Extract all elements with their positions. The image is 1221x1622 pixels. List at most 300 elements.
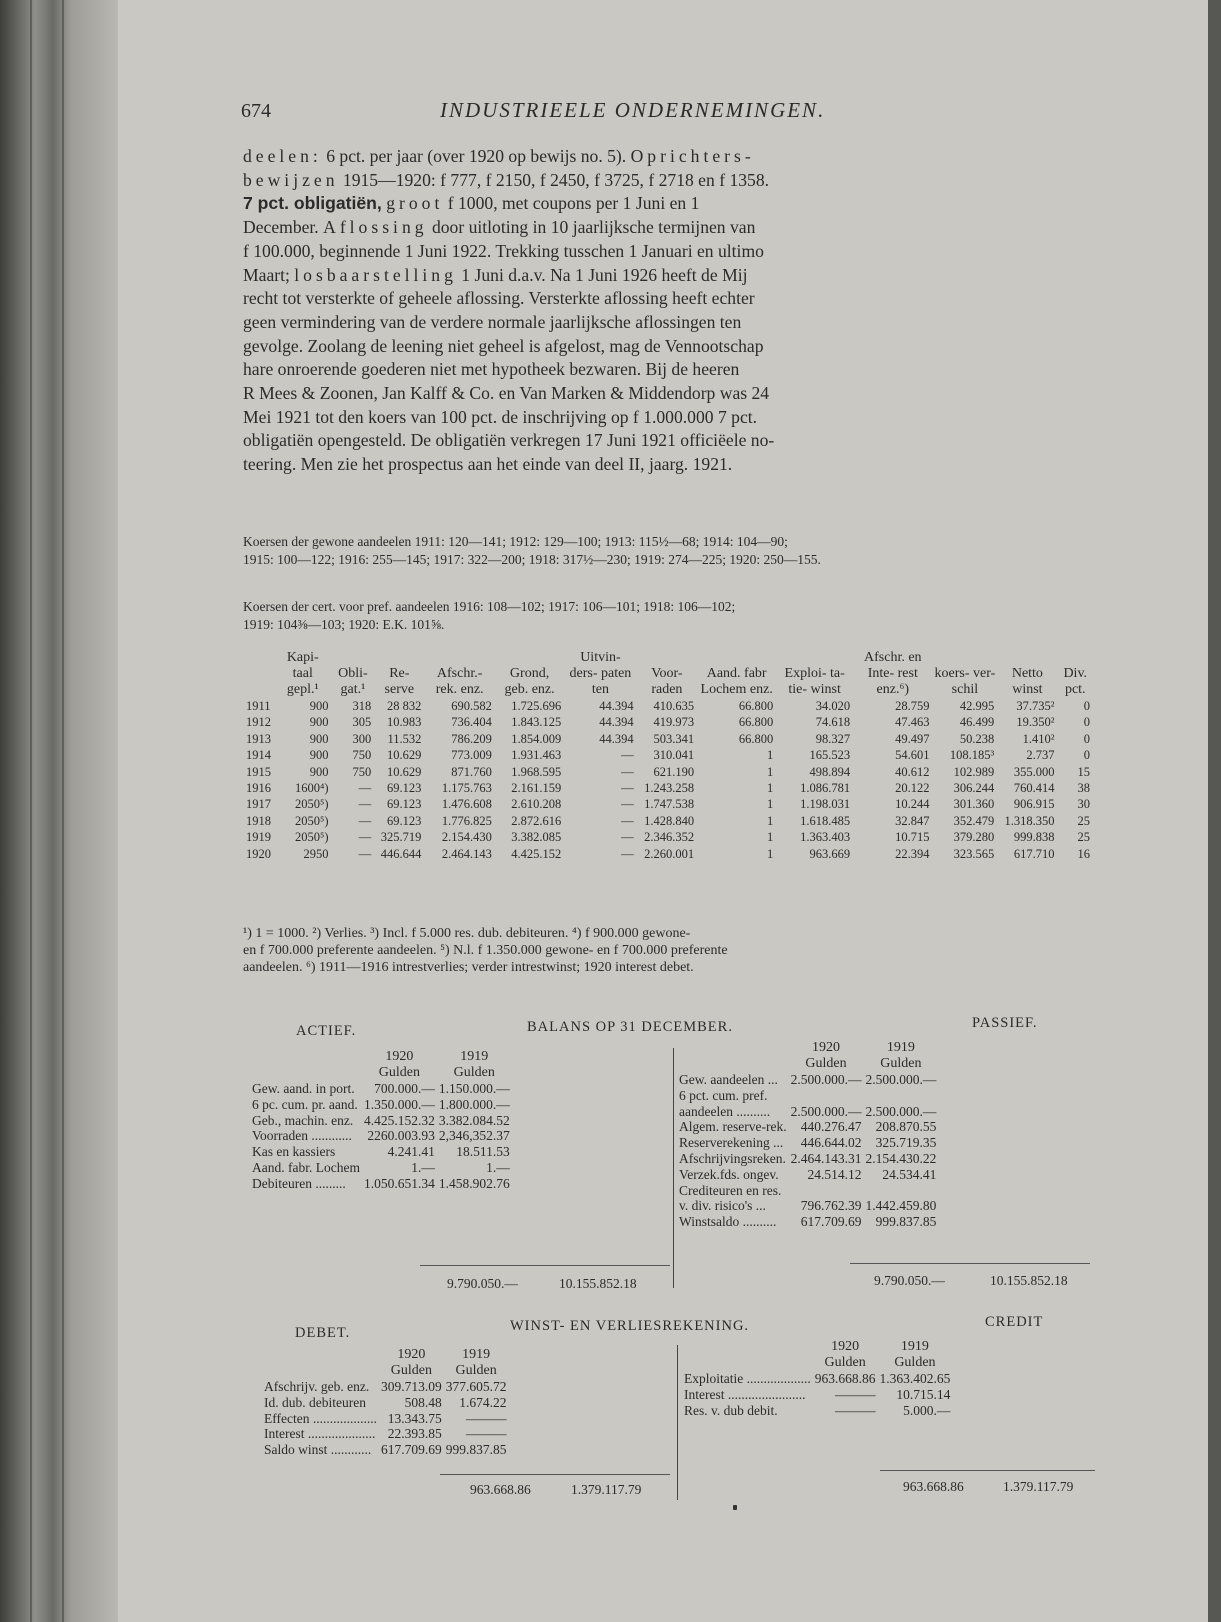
history-row xyxy=(243,698,1093,714)
history-header: Obli- gat.¹ xyxy=(338,666,368,697)
debet-row xyxy=(262,1379,508,1395)
credit-label: Res. v. dub debit. xyxy=(684,1402,778,1418)
actief-amount: 3.382.084.52 xyxy=(438,1112,510,1128)
history-year: 1912 xyxy=(246,715,271,730)
debet-table: 1920 1919 Gulden Gulden Afschrijv. geb. enz. 309.713.09 377.605.72 Id. dub. debiteuren 508.48 1.674.22 Effecten ................... 13.343.75 ——— Interest .................... 22.393.85 ——— Saldo winst ............ 617.709.69 999.837.85 xyxy=(264,1347,507,1458)
debet-title: DEBET. xyxy=(295,1325,351,1341)
winst-title: WINST- EN VERLIESREKENING. xyxy=(510,1318,750,1334)
passief-row xyxy=(677,1135,938,1151)
running-head: INDUSTRIEELE ONDERNEMINGEN. xyxy=(440,98,826,122)
balans-title: BALANS OP 31 DECEMBER. xyxy=(527,1019,733,1035)
history-cell: 1 xyxy=(766,846,774,861)
actief-label: Aand. fabr. Lochem xyxy=(252,1159,360,1175)
history-header: Voor- raden xyxy=(651,666,683,697)
history-cell: 1 xyxy=(766,797,774,812)
actief-label: 6 pc. cum. pr. aand. xyxy=(252,1096,358,1112)
history-cell: 16 xyxy=(1077,846,1090,861)
actief-amount: 2260.003.93 xyxy=(367,1128,435,1144)
history-header xyxy=(243,650,274,698)
history-cell: 4.425.152 xyxy=(511,846,562,861)
history-cell: 419.973 xyxy=(653,715,695,730)
history-header: koers- ver- schil xyxy=(934,666,996,697)
history-cell: 44.394 xyxy=(599,699,634,713)
history-header: Netto winst xyxy=(1011,666,1043,697)
debet-row xyxy=(262,1411,508,1427)
passief-total-rule xyxy=(850,1263,1090,1264)
history-cell: — xyxy=(358,846,372,861)
history-cell: 10.983 xyxy=(386,715,422,730)
history-cell: 2.161.159 xyxy=(511,781,562,796)
history-cell: 1.843.125 xyxy=(511,715,562,730)
passief-amount: 24.534.41 xyxy=(882,1166,937,1182)
history-cell: — xyxy=(358,797,372,812)
history-header: Kapi- taal gepl.¹ xyxy=(286,650,319,697)
history-cell: 69.123 xyxy=(386,813,422,828)
history-cell: 1 xyxy=(766,748,774,763)
history-cell: 621.190 xyxy=(653,764,695,779)
koersen-gewone: Koersen der gewone aandeelen 1911: 120—141; 1912: 129—100; 1913: 115½—68; 1914: 104—90; 1915: 100—122; 1916: 255—145; 1917: 322—200; 1918: 317½—230; 1919: 274—225; 1920: 250—155. xyxy=(243,534,821,567)
history-cell: 69.123 xyxy=(386,781,422,796)
passief-amount: 2.500.000.— xyxy=(790,1072,862,1087)
history-cell: 1 xyxy=(766,764,774,779)
history-row xyxy=(243,796,1093,812)
actief-amount: 1.— xyxy=(486,1159,510,1175)
history-cell: 46.499 xyxy=(959,715,995,730)
actief-row xyxy=(250,1081,512,1097)
history-cell: 19.350² xyxy=(1016,715,1055,730)
history-cell: 773.009 xyxy=(451,748,492,763)
debet-amount: ——— xyxy=(465,1426,507,1442)
balans-divider xyxy=(673,1048,674,1288)
history-cell: 38 xyxy=(1077,781,1090,796)
history-cell: 2050⁵) xyxy=(295,813,329,828)
actief-label: Kas en kassiers xyxy=(252,1144,336,1160)
passief-row xyxy=(677,1167,938,1183)
history-header: Exploi- ta- tie- winst xyxy=(784,666,845,697)
passief-amount: 1.442.459.80 xyxy=(865,1198,937,1214)
passief-amount xyxy=(789,1088,864,1104)
debet-label: Effecten ................... xyxy=(264,1410,377,1426)
history-cell: 0 xyxy=(1083,748,1090,763)
credit-amount: 963.668.86 xyxy=(814,1371,876,1386)
history-cell: 2.610.208 xyxy=(511,797,562,812)
history-header: Afschr. en Inte- rest enz.⁶) xyxy=(864,650,922,697)
history-cell: 446.644 xyxy=(380,846,422,861)
history-header: Div. pct. xyxy=(1063,666,1088,697)
debet-amount: 22.393.85 xyxy=(387,1426,442,1442)
debet-amount: 1.674.22 xyxy=(459,1394,507,1410)
history-cell: 325.719 xyxy=(380,830,422,845)
history-cell: 1.854.009 xyxy=(511,731,562,746)
history-cell: 0 xyxy=(1083,699,1090,713)
winst-divider xyxy=(677,1345,678,1500)
history-cell: 0 xyxy=(1083,731,1090,746)
history-header: Aand. fabr Lochem enz. xyxy=(700,666,773,697)
history-cell: — xyxy=(358,781,372,796)
debet-amount: 508.48 xyxy=(404,1394,442,1410)
passief-row xyxy=(677,1104,938,1120)
actief-label: Voorraden ............ xyxy=(252,1128,352,1144)
actief-amount: 18.511.53 xyxy=(456,1144,510,1160)
passief-table: 1920 1919 Gulden Gulden Gew. aandeelen ... 2.500.000.— 2.500.000.— 6 pct. cum. pref. aandeelen .......... 2.500.000.— 2.500.000.— Algem. reserve-rek. 440.276.47 208.870.55 Reserverekening ... 446.644.02 325.719.35 Afschrijvingsreken. 2.464.143.31 2.154.430.22 Verzek.fds. ongev. 24.514.12 24.534.41 Crediteuren en res. v. div. risico's ... 796.762.39 1.442.459.80 Winstsaldo .......... 617.709.69 999.837.85 xyxy=(679,1040,937,1230)
passief-amount: 440.276.47 xyxy=(800,1119,862,1135)
history-cell: 736.404 xyxy=(451,715,492,730)
actief-amount: 1.350.000.— xyxy=(363,1096,435,1112)
history-year: 1917 xyxy=(246,797,271,812)
history-cell: 750 xyxy=(352,748,372,763)
history-row xyxy=(243,731,1093,747)
history-cell: — xyxy=(358,813,372,828)
history-header: Afschr.- rek. enz. xyxy=(435,666,484,697)
passief-amount: 24.514.12 xyxy=(807,1166,862,1182)
history-cell: 66.800 xyxy=(738,731,774,746)
history-row xyxy=(243,747,1093,763)
history-cell: 25 xyxy=(1077,830,1090,845)
actief-row xyxy=(250,1113,512,1129)
passief-row xyxy=(677,1198,938,1214)
history-cell: 690.582 xyxy=(451,699,492,713)
passief-amount: 2.500.000.— xyxy=(865,1103,937,1119)
passief-amount: 2.500.000.— xyxy=(865,1072,937,1087)
history-cell: 108.185³ xyxy=(949,748,995,763)
actief-amount: 4.425.152.32 xyxy=(363,1112,435,1128)
history-cell: 300 xyxy=(352,731,372,746)
passief-amount: 2.500.000.— xyxy=(790,1103,862,1119)
debet-amount: 999.837.85 xyxy=(445,1442,507,1458)
history-cell: 98.327 xyxy=(815,731,851,746)
history-cell: 15 xyxy=(1077,764,1090,779)
passief-total-1919: 10.155.852.18 xyxy=(990,1273,1068,1288)
history-cell: — xyxy=(621,813,634,828)
credit-total-rule xyxy=(880,1470,1095,1471)
history-cell: 28.759 xyxy=(895,699,930,713)
history-cell: 1.476.608 xyxy=(441,797,492,812)
actief-row xyxy=(250,1128,512,1144)
credit-row xyxy=(682,1387,952,1403)
history-cell: 40.612 xyxy=(895,764,930,779)
history-cell: 66.800 xyxy=(738,699,774,713)
passief-label: 6 pct. cum. pref. xyxy=(679,1087,768,1103)
history-cell: 318 xyxy=(352,699,372,713)
history-cell: 310.041 xyxy=(653,748,695,763)
actief-amount: 2,346,352.37 xyxy=(438,1128,510,1144)
credit-total-1919: 1.379.117.79 xyxy=(1003,1479,1074,1494)
passief-amount: 325.719.35 xyxy=(875,1135,937,1151)
actief-amount: 4.241.41 xyxy=(387,1144,435,1160)
history-cell: 44.394 xyxy=(599,731,634,746)
passief-label: v. div. risico's ... xyxy=(679,1198,766,1214)
passief-label: Afschrijvingsreken. xyxy=(679,1150,786,1166)
history-cell: 379.280 xyxy=(953,830,995,845)
history-cell: 22.394 xyxy=(895,846,930,861)
history-cell: 786.209 xyxy=(451,731,492,746)
passief-label: Reserverekening ... xyxy=(679,1135,784,1151)
page-number: 674 xyxy=(241,100,271,122)
debet-row xyxy=(262,1426,508,1442)
actief-row xyxy=(250,1097,512,1113)
history-cell: 871.760 xyxy=(451,764,492,779)
history-cell: 10.629 xyxy=(386,748,422,763)
credit-row xyxy=(682,1371,952,1387)
passief-row xyxy=(677,1072,938,1088)
actief-table: 1920 1919 Gulden Gulden Gew. aand. in port. 700.000.— 1.150.000.— 6 pc. cum. pr. aand. 1.350.000.— 1.800.000.— Geb., machin. enz. 4.425.152.32 3.382.084.52 Voorraden ............ 2260.003.93 2,346,352.37 Kas en kassiers 4.241.41 18.511.53 Aand. fabr. Lochem 1.— 1.— Debiteuren ......... 1.050.651.34 1.458.902.76 xyxy=(252,1049,510,1191)
history-cell: 305 xyxy=(352,715,372,730)
credit-amount: ——— xyxy=(834,1386,876,1402)
debet-amount: 13.343.75 xyxy=(387,1410,442,1426)
history-cell: 44.394 xyxy=(599,715,634,730)
history-cell: 900 xyxy=(309,715,329,730)
history-cell: 3.382.085 xyxy=(511,830,562,845)
actief-total-1919: 10.155.852.18 xyxy=(559,1276,637,1291)
credit-table: 1920 1919 Gulden Gulden Exploitatie ................... 963.668.86 1.363.402.65 Interest ....................... ——— 10.715.14 Res. v. dub debit. ——— 5.000.— xyxy=(684,1339,951,1418)
history-cell: 2.737 xyxy=(1026,748,1055,763)
credit-label: Interest ....................... xyxy=(684,1386,806,1402)
passief-label: aandeelen .......... xyxy=(679,1103,771,1119)
history-cell: 66.800 xyxy=(738,715,774,730)
actief-total-1920: 9.790.050.— xyxy=(447,1276,518,1291)
history-cell: 503.341 xyxy=(653,731,695,746)
history-cell: 10.244 xyxy=(895,797,930,812)
koersen-pref: Koersen der cert. voor pref. aandeelen 1916: 108—102; 1917: 106—101; 1918: 106—102; 1919: 104⅜—103; 1920: E.K. 101⅝. xyxy=(243,599,736,632)
credit-label: Exploitatie ................... xyxy=(684,1371,811,1386)
actief-row xyxy=(250,1144,512,1160)
history-row xyxy=(243,813,1093,829)
history-header: Re- serve xyxy=(384,666,415,697)
history-cell: 50.238 xyxy=(959,731,995,746)
history-cell: 760.414 xyxy=(1013,781,1055,796)
actief-label: Geb., machin. enz. xyxy=(252,1112,354,1128)
history-cell: 355.000 xyxy=(1013,764,1055,779)
debet-label: Interest .................... xyxy=(264,1426,376,1442)
history-cell: 900 xyxy=(309,748,329,763)
history-cell: 2050⁵) xyxy=(295,830,329,845)
history-cell: 74.618 xyxy=(815,715,851,730)
history-cell: 32.847 xyxy=(895,813,930,828)
history-cell: 42.995 xyxy=(959,699,995,713)
history-cell: 165.523 xyxy=(809,748,851,763)
history-cell: 2.464.143 xyxy=(441,846,492,861)
history-cell: 906.915 xyxy=(1013,797,1055,812)
history-cell: 900 xyxy=(309,764,329,779)
actief-amount: 1.150.000.— xyxy=(438,1081,510,1096)
passief-amount: 796.762.39 xyxy=(800,1198,862,1214)
actief-title: ACTIEF. xyxy=(296,1023,357,1039)
passief-amount: 208.870.55 xyxy=(875,1119,937,1135)
history-year: 1913 xyxy=(246,731,271,746)
history-row xyxy=(243,846,1093,862)
passief-amount: 2.464.143.31 xyxy=(790,1150,862,1166)
credit-amount: 1.363.402.65 xyxy=(879,1371,951,1386)
history-cell: 54.601 xyxy=(895,748,930,763)
debet-amount: 309.713.09 xyxy=(380,1379,442,1394)
passief-label: Verzek.fds. ongev. xyxy=(679,1166,779,1182)
page-edge xyxy=(1208,0,1221,1622)
history-row xyxy=(243,714,1093,730)
debet-row xyxy=(262,1442,508,1458)
passief-total-1920: 9.790.050.— xyxy=(874,1273,945,1288)
actief-row xyxy=(250,1160,512,1176)
history-cell: 49.497 xyxy=(895,731,930,746)
history-cell: 2050⁵) xyxy=(295,797,329,812)
history-cell: 2.346.352 xyxy=(644,830,695,845)
history-cell: — xyxy=(621,846,634,861)
credit-total-1920: 963.668.86 xyxy=(903,1479,964,1494)
history-cell: — xyxy=(621,764,634,779)
passief-label: Winstsaldo .......... xyxy=(679,1214,777,1230)
credit-amount: ——— xyxy=(834,1402,876,1418)
history-year: 1915 xyxy=(246,764,271,779)
history-row xyxy=(243,780,1093,796)
history-year: 1918 xyxy=(246,813,271,828)
history-header: Uitvin- ders- paten ten xyxy=(569,650,632,697)
spine-fold xyxy=(62,0,64,1622)
history-cell: 323.565 xyxy=(953,846,995,861)
history-cell: 1.175.763 xyxy=(441,781,492,796)
debet-label: Saldo winst ............ xyxy=(264,1442,372,1458)
history-cell: 34.020 xyxy=(815,699,851,713)
history-cell: 47.463 xyxy=(895,715,930,730)
history-cell: 617.710 xyxy=(1013,846,1055,861)
history-cell: 1.318.350 xyxy=(1004,813,1055,828)
ink-speck xyxy=(733,1505,737,1510)
history-cell: 1.725.696 xyxy=(511,699,562,713)
actief-label: Debiteuren ......... xyxy=(252,1175,346,1191)
history-cell: 11.532 xyxy=(387,731,422,746)
actief-amount: 1.— xyxy=(411,1159,435,1175)
passief-amount: 2.154.430.22 xyxy=(865,1150,937,1166)
history-cell: 2.154.430 xyxy=(441,830,492,845)
history-cell: 0 xyxy=(1083,715,1090,730)
body-paragraph: deelen: 6 pct. per jaar (over 1920 op bewijs no. 5). Oprichters- bewijzen 1915—1920: f 777, f 2150, f 2450, f 3725, f 2718 en f 1358. 7 pct. obligatiën, groot f 1000, met coupons per 1 Juni en 1 December. Aflossing door uitloting in 10 jaarlijksche termijnen van f 100.000, beginnende 1 Juni 1922. Trekking tusschen 1 Januari en ultimo Maart; losbaarstelling 1 Juni d.a.v. Na 1 Juni 1926 heeft de Mij recht tot versterkte of geheele aflossing. Versterkte aflossing heeft echter geen vermindering van de verdere normale jaarlijksche aflossingen ten gevolge. Zoolang de leening niet geheel is afgelost, mag de Vennootschap hare onroerende goederen niet met hypotheek bezwaren. Bij de heeren R Mees & Zoonen, Jan Kalff & Co. en Van Marken & Middendorp was 24 Mei 1921 tot den koers van 100 pct. de inschrijving op f 1.000.000 7 pct. obligatiën opengesteld. De obligatiën verkregen 17 Juni 1921 officiëele no- teering. Men zie het prospectus aan het einde van deel II, jaarg. 1921. xyxy=(243,146,775,475)
actief-amount: 1.458.902.76 xyxy=(438,1175,510,1191)
history-cell: 1.428.840 xyxy=(644,813,695,828)
history-cell: 102.989 xyxy=(953,764,995,779)
passief-row xyxy=(677,1088,938,1104)
passief-label: Crediteuren en res. xyxy=(679,1182,782,1198)
passief-label: Gew. aandeelen ... xyxy=(679,1072,778,1087)
actief-amount: 1.800.000.— xyxy=(438,1096,510,1112)
history-cell: 10.715 xyxy=(895,830,930,845)
history-cell: — xyxy=(621,830,634,845)
credit-amount: 10.715.14 xyxy=(896,1386,951,1402)
history-cell: 1.618.485 xyxy=(800,813,851,828)
history-cell: 352.479 xyxy=(953,813,995,828)
history-cell: — xyxy=(621,748,634,763)
passief-amount: 999.837.85 xyxy=(875,1214,937,1230)
history-cell: 2950 xyxy=(303,846,329,861)
history-cell: 900 xyxy=(309,731,329,746)
history-header: Grond, geb. enz. xyxy=(504,666,555,697)
history-cell: 306.244 xyxy=(953,781,995,796)
history-year: 1916 xyxy=(246,781,271,796)
history-cell: 1.776.825 xyxy=(441,813,492,828)
history-cell: 10.629 xyxy=(386,764,422,779)
history-cell: 999.838 xyxy=(1013,830,1055,845)
passief-row xyxy=(677,1151,938,1167)
history-cell: 1.968.595 xyxy=(511,764,562,779)
history-cell: 1 xyxy=(766,781,774,796)
history-cell: 1 xyxy=(766,813,774,828)
history-row xyxy=(243,764,1093,780)
actief-total-rule xyxy=(420,1265,670,1266)
history-cell: 1.363.403 xyxy=(800,830,851,845)
passief-title: PASSIEF. xyxy=(972,1015,1038,1031)
credit-title: CREDIT xyxy=(985,1314,1044,1330)
debet-amount: 377.605.72 xyxy=(445,1379,507,1394)
actief-label: Gew. aand. in port. xyxy=(252,1081,355,1096)
history-cell: 410.635 xyxy=(653,699,695,713)
history-cell: 1.243.258 xyxy=(644,781,695,796)
history-cell: — xyxy=(621,781,634,796)
passief-amount xyxy=(863,1183,938,1199)
actief-amount: 1.050.651.34 xyxy=(363,1175,435,1191)
history-cell: 301.360 xyxy=(953,797,995,812)
passief-amount: 446.644.02 xyxy=(800,1135,862,1151)
history-row xyxy=(243,829,1093,845)
history-cell: 498.894 xyxy=(809,764,851,779)
debet-total-rule xyxy=(440,1474,670,1475)
debet-label: Afschrijv. geb. enz. xyxy=(264,1379,370,1394)
history-cell: 1.747.538 xyxy=(644,797,695,812)
passief-amount xyxy=(863,1088,938,1104)
credit-row xyxy=(682,1403,952,1419)
history-table xyxy=(243,650,1093,862)
debet-label: Id. dub. debiteuren xyxy=(264,1394,366,1410)
passief-row xyxy=(677,1214,938,1230)
history-year: 1914 xyxy=(246,748,271,763)
history-cell: — xyxy=(621,797,634,812)
history-year: 1919 xyxy=(246,830,271,845)
history-cell: 2.260.001 xyxy=(644,846,695,861)
history-cell: 1.086.781 xyxy=(800,781,851,796)
history-cell: 1.410² xyxy=(1022,731,1055,746)
book-spine xyxy=(0,0,118,1622)
passief-label: Algem. reserve-rek. xyxy=(679,1119,787,1135)
spine-fold xyxy=(30,0,32,1622)
history-cell: 1600⁴) xyxy=(295,781,329,796)
history-cell: 963.669 xyxy=(809,846,851,861)
history-cell: 28 832 xyxy=(386,699,422,713)
credit-amount: 5.000.— xyxy=(903,1402,951,1418)
history-cell: 1.198.031 xyxy=(800,797,851,812)
history-cell: 1 xyxy=(766,830,774,845)
history-year: 1911 xyxy=(246,699,271,713)
passief-amount: 617.709.69 xyxy=(800,1214,862,1230)
debet-total-1920: 963.668.86 xyxy=(470,1482,531,1497)
history-cell: 37.735² xyxy=(1016,699,1055,713)
history-cell: 25 xyxy=(1077,813,1090,828)
footnotes: ¹) 1 = 1000. ²) Verlies. ³) Incl. f 5.000 res. dub. debiteuren. ⁴) f 900.000 gewone- en f 700.000 preferente aandeelen. ⁵) N.l. f 1.350.000 gewone- en f 700.000 preferente aandeelen. ⁶) 1911—1916 intrestverlies; verder intrestwinst; 1920 interest debet. xyxy=(243,926,728,975)
debet-amount: 617.709.69 xyxy=(380,1442,442,1458)
actief-amount: 700.000.— xyxy=(374,1081,435,1096)
history-cell: — xyxy=(358,830,372,845)
passief-row xyxy=(677,1119,938,1135)
debet-amount: ——— xyxy=(465,1410,507,1426)
debet-row xyxy=(262,1395,508,1411)
history-year: 1920 xyxy=(246,846,271,861)
history-cell: 2.872.616 xyxy=(511,813,562,828)
passief-amount xyxy=(789,1183,864,1199)
history-cell: 1.931.463 xyxy=(511,748,562,763)
actief-row xyxy=(250,1176,512,1192)
passief-row xyxy=(677,1183,938,1199)
history-cell: 750 xyxy=(352,764,372,779)
debet-total-1919: 1.379.117.79 xyxy=(571,1482,642,1497)
history-cell: 69.123 xyxy=(386,797,422,812)
history-cell: 20.122 xyxy=(895,781,930,796)
history-cell: 30 xyxy=(1077,797,1090,812)
history-cell: 900 xyxy=(309,699,329,713)
